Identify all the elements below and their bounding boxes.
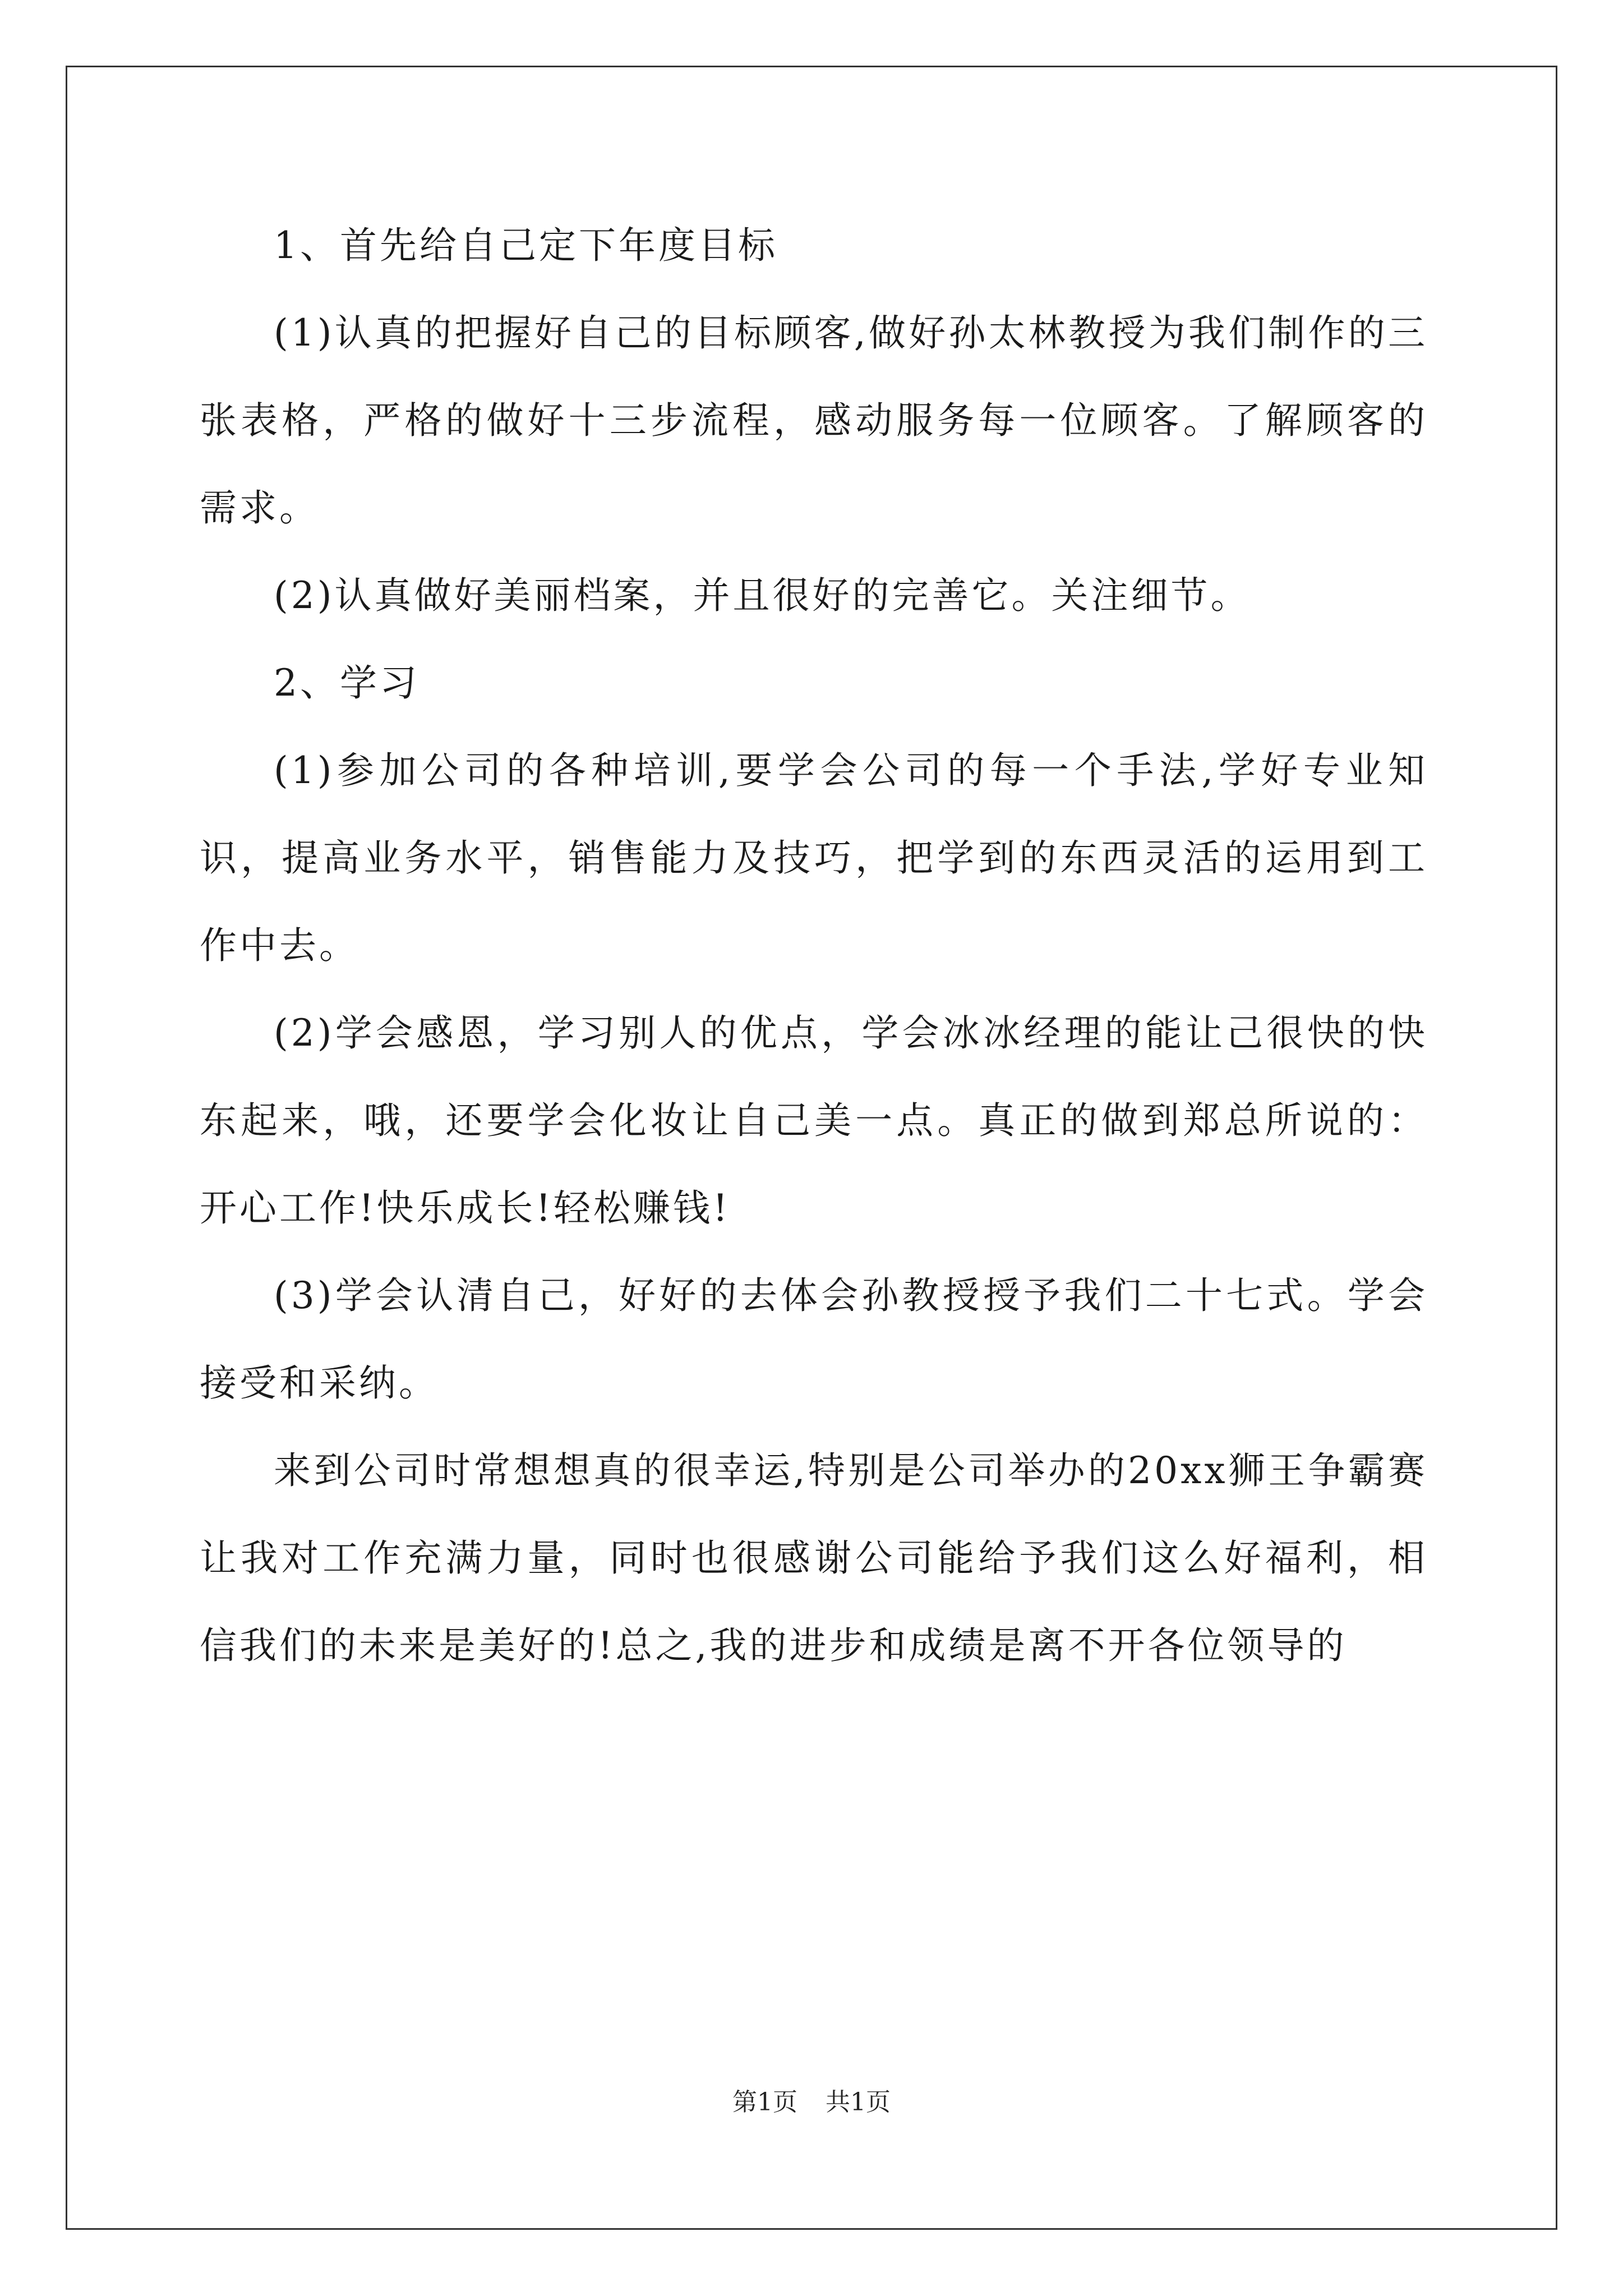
page-footer <box>0 2086 1623 2119</box>
document-body <box>200 202 1428 1690</box>
paragraph-beauty-archive: (2)认真做好美丽档案，并且很好的完善它。关注细节。 <box>274 574 1251 617</box>
page-number-total: 共1页 <box>826 2088 891 2116</box>
page-number-current: 第1页 <box>732 2088 797 2116</box>
paragraph-target-customers: (1)认真的把握好自己的目标顾客,做好孙太林教授为我们制作的三张表格，严格的做好十三步流程，感动服务每一位顾客。了解顾客的需求。 <box>200 311 1428 530</box>
paragraph-self-knowledge: (3)学会认清自己，好好的去体会孙教授授予我们二十七式。学会接受和采纳。 <box>200 1274 1428 1405</box>
paragraph-gratitude: (2)学会感恩，学习别人的优点，学会冰冰经理的能让己很快的快东起来，哦，还要学会化妆让自己美一点。真正的做到郑总所说的：开心工作!快乐成长!轻松赚钱! <box>200 1011 1428 1230</box>
paragraph-training: (1)参加公司的各种培训,要学会公司的每一个手法,学好专业知识，提高业务水平，销售能力及技巧，把学到的东西灵活的运用到工作中去。 <box>200 749 1428 967</box>
paragraph-conclusion: 来到公司时常想想真的很幸运,特别是公司举办的20xx狮王争霸赛让我对工作充满力量，同时也很感谢公司能给予我们这么好福利，相信我们的未来是美好的!总之,我的进步和成绩是离不开各位领导的 <box>200 1449 1428 1667</box>
heading-annual-goals: 1、首先给自己定下年度目标 <box>274 224 778 267</box>
heading-learning: 2、学习 <box>274 661 419 705</box>
